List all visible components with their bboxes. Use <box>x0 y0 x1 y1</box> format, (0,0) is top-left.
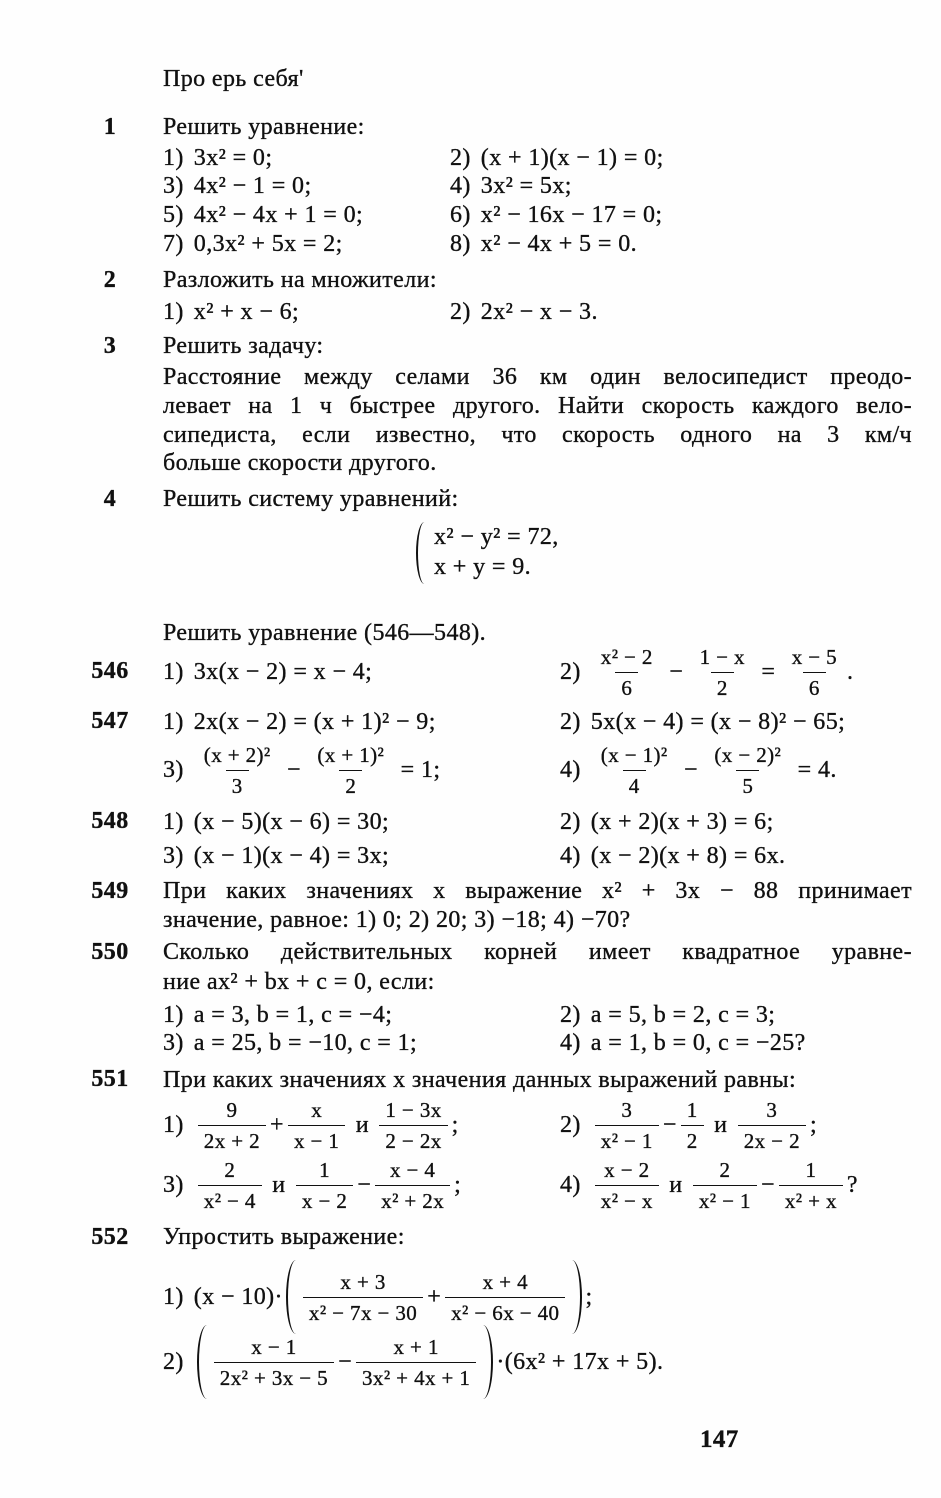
system-equation: x + y = 9. <box>434 553 532 580</box>
fraction <box>693 1157 757 1214</box>
math-item <box>163 1095 459 1155</box>
math-text: a = 1, b = 0, c = −25? <box>590 1029 806 1056</box>
denominator: 2 <box>711 672 734 701</box>
task-title: Решить уравнение: <box>163 114 365 140</box>
math-text: (x − 1)(x − 4) = 3x; <box>193 842 390 869</box>
problem-text-line: Расстояние между селами 36 км один велосипедист преодо- <box>163 364 912 390</box>
numerator: x − 2 <box>604 1157 650 1182</box>
task-number: 4 <box>103 486 117 512</box>
equation-row <box>0 842 941 870</box>
math-item <box>163 1029 417 1057</box>
exercise-number: 552 <box>91 1224 129 1250</box>
math-item <box>560 642 853 702</box>
left-paren <box>197 1325 207 1399</box>
numerator: 1 − 3x <box>385 1097 442 1122</box>
problem-text-line: левает на 1 ч быстрее другого. Найти скорость каждого вело- <box>163 393 912 419</box>
denominator: x² − 7x − 30 <box>303 1297 423 1326</box>
math-text: 4x² − 4x + 1 = 0; <box>193 201 364 228</box>
numerator: x − 5 <box>791 644 838 669</box>
numerator: x + 4 <box>482 1269 528 1294</box>
math-text: − <box>760 1171 775 1198</box>
fraction <box>694 644 751 701</box>
fraction <box>595 742 674 799</box>
math-text: ; <box>809 1111 818 1138</box>
denominator: x² − 4 <box>198 1185 262 1214</box>
item-label: 4) <box>560 756 581 783</box>
item-label: 1) <box>163 298 184 325</box>
math-text: x² − 16x − 17 = 0; <box>480 201 663 228</box>
math-text: + <box>427 1283 442 1310</box>
fraction <box>779 1157 843 1214</box>
item-label: 2) <box>560 708 581 735</box>
math-item <box>163 1323 663 1401</box>
item-label: 3) <box>163 1029 184 1056</box>
expression-row <box>0 1323 941 1401</box>
system-line <box>0 553 941 581</box>
exercise-text-line: Сколько действительных корней имеет квадратное уравне- <box>163 939 912 965</box>
exercise-546 <box>0 642 941 702</box>
item-label: 1) <box>163 808 184 835</box>
fraction <box>198 1157 262 1214</box>
math-item <box>450 144 664 172</box>
item-label: 8) <box>450 230 471 257</box>
problem-text-line: сипедиста, если известно, что скорость одного на 3 км/ч <box>163 422 912 448</box>
math-text: a = 25, b = −10, c = 1; <box>193 1029 418 1056</box>
exercise-number: 551 <box>91 1066 129 1092</box>
numerator: x + 3 <box>340 1269 386 1294</box>
exercise-text-line: ние ax² + bx + c = 0, если: <box>163 969 435 995</box>
exercise-547 <box>0 708 941 736</box>
math-text: (x − 2)(x + 8) = 6x. <box>590 842 786 869</box>
item-label: 1) <box>163 658 184 685</box>
math-item <box>450 201 662 229</box>
equation-row <box>0 201 941 229</box>
item-label: 1) <box>163 708 184 735</box>
exercise-552 <box>0 1224 941 1252</box>
item-label: 2) <box>450 298 471 325</box>
math-item <box>163 808 389 836</box>
math-text: − <box>357 1171 372 1198</box>
parenthesized-group <box>194 1325 497 1399</box>
expression-row <box>0 1155 941 1215</box>
math-item <box>450 298 598 326</box>
item-label: 1) <box>163 1283 184 1310</box>
math-text: − <box>280 756 308 783</box>
item-label: 2) <box>560 1111 581 1138</box>
fraction <box>214 1334 334 1391</box>
exercise-number: 550 <box>91 939 129 965</box>
equation-row <box>0 172 941 200</box>
fraction <box>786 644 843 701</box>
numerator: (x − 1)² <box>600 742 668 767</box>
math-text: (x + 1)(x − 1) = 0; <box>480 144 664 171</box>
equation-row <box>0 298 941 326</box>
math-text: x² − 4x + 5 = 0. <box>480 230 637 257</box>
item-label: 4) <box>560 1029 581 1056</box>
math-item <box>163 642 372 702</box>
math-text: ; <box>454 1171 462 1198</box>
math-item <box>560 842 785 870</box>
item-label: 4) <box>560 1171 581 1198</box>
exercise-551 <box>0 1066 941 1094</box>
fraction <box>708 742 787 799</box>
math-text: 3x² = 5x; <box>480 172 572 199</box>
task-title: Решить систему уравнений: <box>163 486 459 512</box>
fraction <box>379 1097 447 1154</box>
math-item <box>560 740 837 800</box>
exercise-number: 547 <box>91 708 129 734</box>
math-text: − <box>677 756 705 783</box>
fraction <box>375 1157 450 1214</box>
math-text: = 4. <box>791 756 837 783</box>
task-1-heading <box>0 114 941 142</box>
denominator: 2x + 2 <box>198 1125 266 1154</box>
equation-row <box>0 740 941 800</box>
math-item <box>450 230 637 258</box>
task-title: Решить задачу: <box>163 333 324 359</box>
item-label: 1) <box>163 144 184 171</box>
math-text: a = 5, b = 2, c = 3; <box>590 1001 776 1028</box>
fraction <box>198 742 277 799</box>
math-text: и <box>662 1171 689 1198</box>
denominator: x² − x <box>595 1185 659 1214</box>
item-label: 3) <box>163 756 184 783</box>
system-line <box>0 523 941 551</box>
condition-row <box>0 1001 941 1029</box>
item-label: 4) <box>450 172 471 199</box>
math-item <box>163 201 363 229</box>
exercise-group-intro: Решить уравнение (546—548). <box>163 620 487 646</box>
exercise-text-line: значение, равное: 1) 0; 2) 20; 3) −18; 4) −70? <box>163 907 631 933</box>
numerator: x <box>311 1097 323 1122</box>
item-label: 4) <box>560 842 581 869</box>
section-heading: Про ерь себя' <box>163 66 304 92</box>
math-text: 5x(x − 4) = (x − 8)² − 65; <box>590 708 846 735</box>
task-2-heading <box>0 267 941 295</box>
right-paren <box>483 1325 493 1399</box>
math-text: 2x(x − 2) = (x + 1)² − 9; <box>193 708 436 735</box>
equation-row <box>0 144 941 172</box>
math-text: ·(6x² + 17x + 5). <box>496 1348 664 1375</box>
numerator: (x − 2)² <box>714 742 782 767</box>
denominator: 3 <box>226 770 249 799</box>
numerator: 3 <box>766 1097 778 1122</box>
math-item <box>560 1095 817 1155</box>
exercise-number: 549 <box>91 878 129 904</box>
task-number: 3 <box>103 333 117 359</box>
math-item <box>560 1001 775 1029</box>
math-text: ; <box>585 1283 593 1310</box>
denominator: 5 <box>736 770 759 799</box>
math-text: = <box>754 658 782 685</box>
math-item <box>560 1029 806 1057</box>
denominator: x² + 2x <box>375 1185 450 1214</box>
math-item <box>163 708 436 736</box>
denominator: 2 − 2x <box>379 1125 447 1154</box>
math-text: − <box>662 1111 677 1138</box>
numerator: 2 <box>719 1157 731 1182</box>
math-item <box>560 808 774 836</box>
denominator: x² − 1 <box>693 1185 757 1214</box>
numerator: x − 4 <box>389 1157 436 1182</box>
item-label: 2) <box>560 658 581 685</box>
math-text: 3x² = 0; <box>193 144 273 171</box>
condition-row <box>0 1029 941 1057</box>
item-label: 2) <box>163 1348 184 1375</box>
item-label: 1) <box>163 1001 184 1028</box>
math-text: = 1; <box>394 756 441 783</box>
math-item <box>163 1155 461 1215</box>
numerator: (x + 1)² <box>317 742 385 767</box>
math-text: и <box>265 1171 292 1198</box>
math-item <box>560 708 845 736</box>
numerator: x² − 2 <box>600 644 653 669</box>
item-label: 3) <box>163 842 184 869</box>
math-item <box>450 172 572 200</box>
fraction <box>445 1269 565 1326</box>
math-item <box>163 1001 392 1029</box>
exercise-number: 548 <box>91 808 129 834</box>
denominator: x² − 1 <box>595 1125 659 1154</box>
item-label: 5) <box>163 201 184 228</box>
denominator: 2x − 2 <box>738 1125 806 1154</box>
math-text: a = 3, b = 1, c = −4; <box>193 1001 393 1028</box>
page-number: 147 <box>700 1426 739 1453</box>
numerator: 1 <box>805 1157 817 1182</box>
numerator: x − 1 <box>251 1334 297 1359</box>
fraction <box>595 644 659 701</box>
math-text: 4x² − 1 = 0; <box>193 172 312 199</box>
numerator: x + 1 <box>393 1334 439 1359</box>
fraction <box>356 1334 476 1391</box>
denominator: 2 <box>681 1125 704 1154</box>
math-text: − <box>662 658 690 685</box>
denominator: 3x² + 4x + 1 <box>356 1362 476 1391</box>
math-text: 2x² − x − 3. <box>480 298 598 325</box>
exercise-548 <box>0 808 941 836</box>
system-equation: x² − y² = 72, <box>434 523 559 550</box>
numerator: 1 <box>686 1097 698 1122</box>
numerator: 9 <box>226 1097 238 1122</box>
fraction <box>288 1097 345 1154</box>
denominator: x − 1 <box>288 1125 345 1154</box>
exercise-number: 546 <box>91 658 129 684</box>
math-item <box>163 144 272 172</box>
item-label: 1) <box>163 1111 184 1138</box>
problem-text-line: больше скорости другого. <box>163 450 437 476</box>
exercise-title: Упростить выражение: <box>163 1224 405 1250</box>
math-item <box>163 298 299 326</box>
denominator: 2 <box>339 770 362 799</box>
math-item <box>163 172 312 200</box>
math-item <box>560 1155 858 1215</box>
item-label: 3) <box>163 1171 184 1198</box>
item-label: 2) <box>560 808 581 835</box>
item-label: 7) <box>163 230 184 257</box>
fraction <box>311 742 390 799</box>
fraction <box>296 1157 353 1214</box>
item-label: 2) <box>450 144 471 171</box>
fraction <box>595 1097 659 1154</box>
numerator: 1 <box>319 1157 331 1182</box>
math-text: ? <box>846 1171 858 1198</box>
denominator: 4 <box>623 770 646 799</box>
math-text: ; <box>451 1111 459 1138</box>
item-label: 2) <box>560 1001 581 1028</box>
math-text: 3x(x − 2) = x − 4; <box>193 658 373 685</box>
math-text: − <box>338 1348 353 1375</box>
math-text: . <box>847 658 854 685</box>
math-text: (x − 5)(x − 6) = 30; <box>193 808 390 835</box>
denominator: 6 <box>803 672 826 701</box>
numerator: 1 − x <box>699 644 745 669</box>
numerator: (x + 2)² <box>203 742 271 767</box>
fraction <box>595 1157 659 1214</box>
task-4-heading <box>0 486 941 514</box>
math-text: 0,3x² + 5x = 2; <box>193 230 343 257</box>
task-title: Разложить на множители: <box>163 267 437 293</box>
exercise-text-line: При каких значениях x выражение x² + 3x − 88 принимает <box>163 878 912 904</box>
math-item <box>163 230 343 258</box>
math-text: и <box>707 1111 734 1138</box>
numerator: 2 <box>224 1157 236 1182</box>
math-item <box>163 740 440 800</box>
item-label: 6) <box>450 201 471 228</box>
numerator: 3 <box>621 1097 633 1122</box>
math-text: (x − 10)· <box>193 1283 283 1310</box>
denominator: 6 <box>615 672 638 701</box>
fraction <box>198 1097 266 1154</box>
task-3-heading <box>0 333 941 361</box>
denominator: 2x² + 3x − 5 <box>214 1362 334 1391</box>
fraction <box>681 1097 704 1154</box>
expression-row <box>0 1095 941 1155</box>
denominator: x² + x <box>779 1185 843 1214</box>
equation-row <box>0 230 941 258</box>
fraction <box>738 1097 806 1154</box>
denominator: x² − 6x − 40 <box>445 1297 565 1326</box>
math-text: + <box>270 1111 284 1138</box>
task-number: 1 <box>103 114 117 140</box>
math-item <box>163 842 389 870</box>
exercise-title: При каких значениях x значения данных выражений равны: <box>163 1066 797 1093</box>
math-text: и <box>349 1111 376 1138</box>
math-text: (x + 2)(x + 3) = 6; <box>590 808 774 835</box>
fraction <box>303 1269 423 1326</box>
denominator: x − 2 <box>296 1185 353 1214</box>
item-label: 3) <box>163 172 184 199</box>
math-text: x² + x − 6; <box>193 298 300 325</box>
task-number: 2 <box>103 267 117 293</box>
